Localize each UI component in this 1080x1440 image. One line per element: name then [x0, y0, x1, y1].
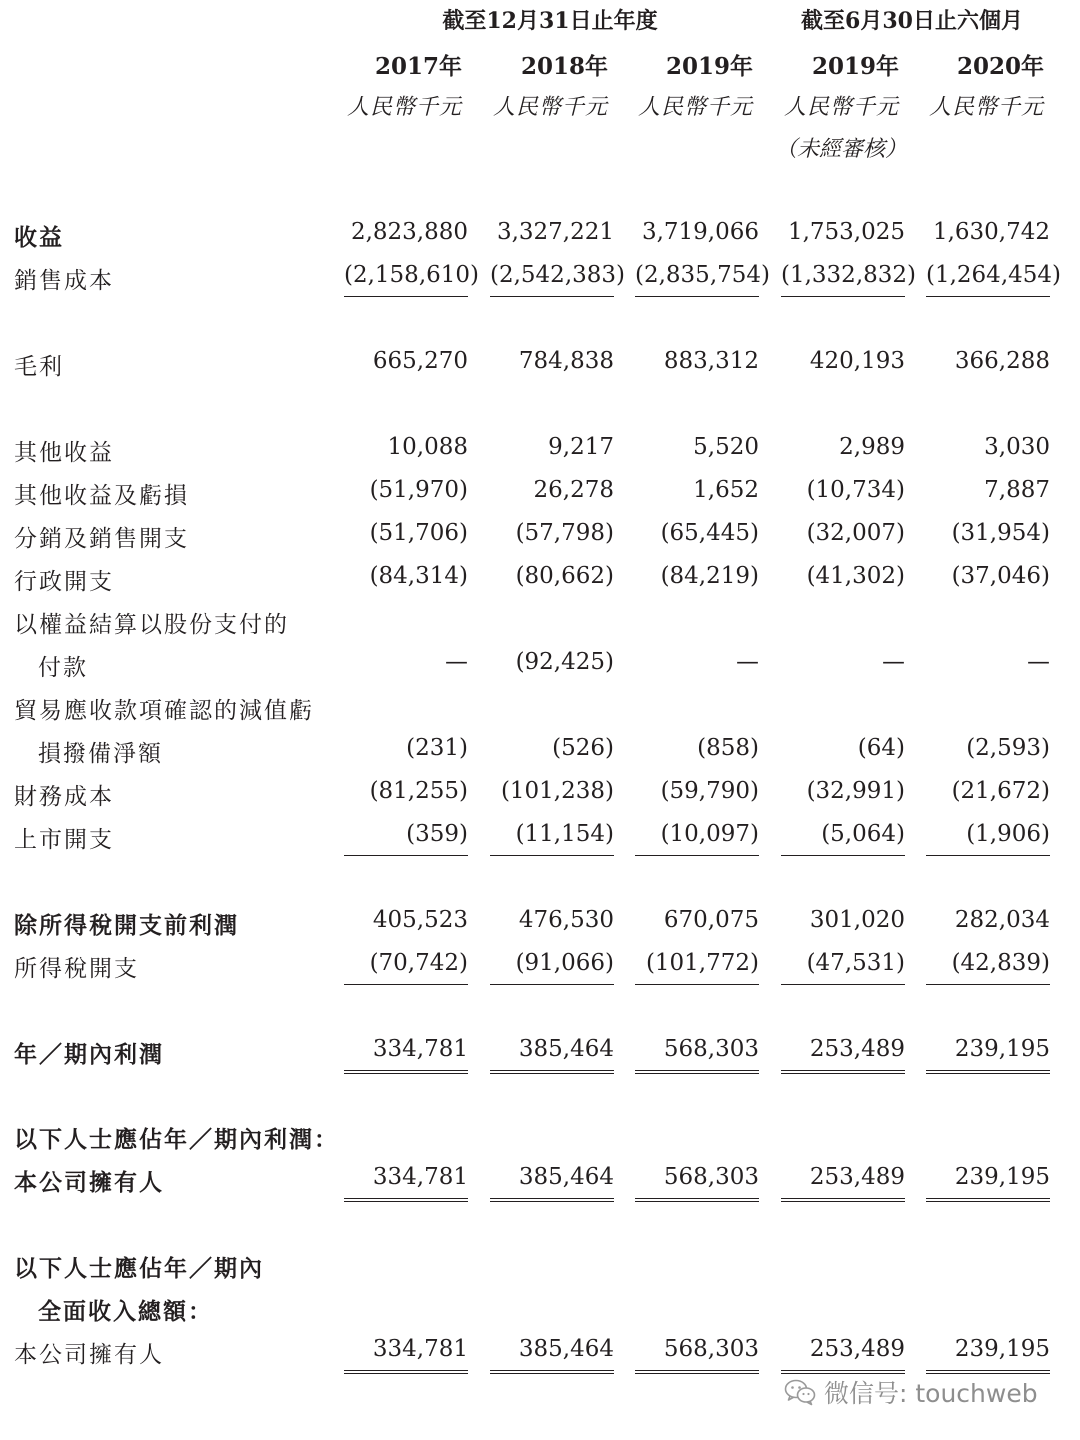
- cell-value: (57,798): [515, 520, 614, 546]
- table-row: [0, 776, 1080, 810]
- cell-value: 405,523: [372, 907, 468, 933]
- row-label: 本公司擁有人: [14, 1169, 164, 1196]
- cell-value: 1,630,742: [932, 219, 1050, 245]
- table-row: [0, 475, 1080, 509]
- cell-value: (11,154): [515, 821, 614, 847]
- cell-value: 301,020: [809, 907, 905, 933]
- cell-value: 784,838: [518, 348, 614, 374]
- cell-value: (92,425): [515, 649, 614, 675]
- row-label: 付款: [38, 655, 88, 681]
- table-row: [0, 346, 1080, 380]
- cell-value: (1,332,832): [781, 262, 917, 288]
- row-label: 所得稅開支: [14, 956, 139, 982]
- table-row: [0, 432, 1080, 466]
- cell-value: (31,954): [951, 520, 1050, 546]
- cell-value: —: [1027, 649, 1050, 675]
- cell-value: 253,489: [809, 1336, 905, 1362]
- row-label: 財務成本: [14, 784, 114, 810]
- cell-value: 2,823,880: [350, 219, 468, 245]
- row-label: 以下人士應佔年／期內: [14, 1255, 264, 1282]
- cell-value: (84,314): [369, 563, 468, 589]
- cell-value: (10,097): [660, 821, 759, 847]
- year-header: 2020年: [956, 53, 1044, 80]
- unit-header: 人民幣千元: [492, 95, 608, 120]
- table-row: [0, 604, 1080, 638]
- cell-value: (84,219): [660, 563, 759, 589]
- cell-value: (101,772): [645, 950, 759, 976]
- cell-value: (47,531): [806, 950, 905, 976]
- year-header: 2019年: [665, 53, 753, 80]
- cell-value: 366,288: [954, 348, 1050, 374]
- cell-value: (858): [697, 735, 759, 761]
- row-label: 除所得稅開支前利潤: [14, 912, 239, 939]
- table-row: [0, 1162, 1080, 1196]
- cell-value: (51,706): [369, 520, 468, 546]
- wechat-icon: [784, 1378, 816, 1406]
- cell-value: 239,195: [954, 1164, 1050, 1190]
- cell-value: (65,445): [660, 520, 759, 546]
- cell-value: (51,970): [369, 477, 468, 503]
- cell-value: 665,270: [372, 348, 468, 374]
- table-row: [0, 260, 1080, 294]
- cell-value: 385,464: [518, 1336, 614, 1362]
- cell-value: 9,217: [548, 434, 614, 460]
- row-label: 其他收益: [14, 440, 114, 466]
- cell-value: 282,034: [954, 907, 1050, 933]
- cell-value: (32,991): [806, 778, 905, 804]
- cell-value: (80,662): [515, 563, 614, 589]
- cell-value: 670,075: [663, 907, 759, 933]
- section-heading: [0, 1119, 1080, 1153]
- cell-value: 1,753,025: [787, 219, 905, 245]
- table-row: [0, 561, 1080, 595]
- cell-value: 3,327,221: [496, 219, 614, 245]
- cell-value: 385,464: [518, 1036, 614, 1062]
- cell-value: (10,734): [806, 477, 905, 503]
- table-row: [0, 647, 1080, 681]
- cell-value: (91,066): [515, 950, 614, 976]
- cell-value: 883,312: [663, 348, 759, 374]
- cell-value: 26,278: [533, 477, 614, 503]
- cell-value: 420,193: [809, 348, 905, 374]
- cell-value: 568,303: [663, 1336, 759, 1362]
- cell-value: (59,790): [660, 778, 759, 804]
- cell-value: (2,158,610): [344, 262, 480, 288]
- row-label: 收益: [14, 224, 64, 251]
- cell-value: (32,007): [806, 520, 905, 546]
- cell-value: 334,781: [372, 1336, 468, 1362]
- cell-value: 10,088: [387, 434, 468, 460]
- year-header: 2018年: [520, 53, 608, 80]
- table-row: [0, 948, 1080, 982]
- table-row: [0, 905, 1080, 939]
- cell-value: —: [736, 649, 759, 675]
- unaudited-note: （未經審核）: [775, 137, 908, 162]
- cell-value: (1,264,454): [926, 262, 1062, 288]
- cell-value: 334,781: [372, 1164, 468, 1190]
- cell-value: (526): [552, 735, 614, 761]
- year-header: 2019年: [811, 53, 899, 80]
- cell-value: 476,530: [518, 907, 614, 933]
- cell-value: 253,489: [809, 1164, 905, 1190]
- cell-value: (70,742): [369, 950, 468, 976]
- table-row: [0, 733, 1080, 767]
- cell-value: 568,303: [663, 1164, 759, 1190]
- table-row: [0, 1034, 1080, 1068]
- cell-value: 385,464: [518, 1164, 614, 1190]
- row-label: 其他收益及虧損: [14, 483, 189, 509]
- cell-value: (2,542,383): [490, 262, 626, 288]
- row-label: 行政開支: [14, 569, 114, 595]
- unit-header: 人民幣千元: [346, 95, 462, 120]
- cell-value: (81,255): [369, 778, 468, 804]
- period-header-year: 截至12月31日止年度: [442, 8, 658, 34]
- cell-value: 3,030: [984, 434, 1050, 460]
- row-label: 年／期內利潤: [14, 1041, 164, 1068]
- cell-value: (101,238): [500, 778, 614, 804]
- row-label: 銷售成本: [14, 268, 114, 294]
- cell-value: 568,303: [663, 1036, 759, 1062]
- row-label: 損撥備淨額: [38, 741, 163, 767]
- cell-value: 253,489: [809, 1036, 905, 1062]
- cell-value: (1,906): [966, 821, 1050, 847]
- table-row: [0, 217, 1080, 251]
- row-label: 全面收入總額：: [38, 1298, 213, 1325]
- cell-value: (231): [406, 735, 468, 761]
- unit-header: 人民幣千元: [637, 95, 753, 120]
- row-label: 分銷及銷售開支: [14, 526, 189, 552]
- cell-value: (359): [406, 821, 468, 847]
- cell-value: (5,064): [821, 821, 905, 847]
- cell-value: (21,672): [951, 778, 1050, 804]
- row-label: 毛利: [14, 354, 64, 380]
- cell-value: 2,989: [839, 434, 905, 460]
- cell-value: 1,652: [693, 477, 759, 503]
- cell-value: (64): [857, 735, 905, 761]
- cell-value: 5,520: [693, 434, 759, 460]
- table-row: [0, 1334, 1080, 1368]
- watermark-text: 微信号: touchweb: [824, 1379, 1038, 1408]
- section-heading: [0, 1291, 1080, 1325]
- cell-value: (2,835,754): [635, 262, 771, 288]
- cell-value: (37,046): [951, 563, 1050, 589]
- row-label: 上市開支: [14, 827, 114, 853]
- cell-value: 3,719,066: [641, 219, 759, 245]
- row-label: 以下人士應佔年／期內利潤：: [14, 1126, 339, 1153]
- cell-value: 7,887: [984, 477, 1050, 503]
- row-label: 本公司擁有人: [14, 1342, 164, 1368]
- cell-value: 239,195: [954, 1336, 1050, 1362]
- table-row: [0, 690, 1080, 724]
- cell-value: (42,839): [951, 950, 1050, 976]
- cell-value: —: [445, 649, 468, 675]
- unit-header: 人民幣千元: [783, 95, 899, 120]
- table-row: [0, 518, 1080, 552]
- cell-value: —: [882, 649, 905, 675]
- row-label: 貿易應收款項確認的減值虧: [14, 698, 314, 724]
- section-heading: [0, 1248, 1080, 1282]
- unit-header: 人民幣千元: [928, 95, 1044, 120]
- year-header: 2017年: [374, 53, 462, 80]
- period-header-half: 截至6月30日止六個月: [801, 8, 1023, 34]
- row-label: 以權益結算以股份支付的: [14, 612, 289, 638]
- cell-value: (2,593): [966, 735, 1050, 761]
- watermark: [784, 1374, 1038, 1410]
- cell-value: (41,302): [806, 563, 905, 589]
- table-row: [0, 819, 1080, 853]
- cell-value: 334,781: [372, 1036, 468, 1062]
- cell-value: 239,195: [954, 1036, 1050, 1062]
